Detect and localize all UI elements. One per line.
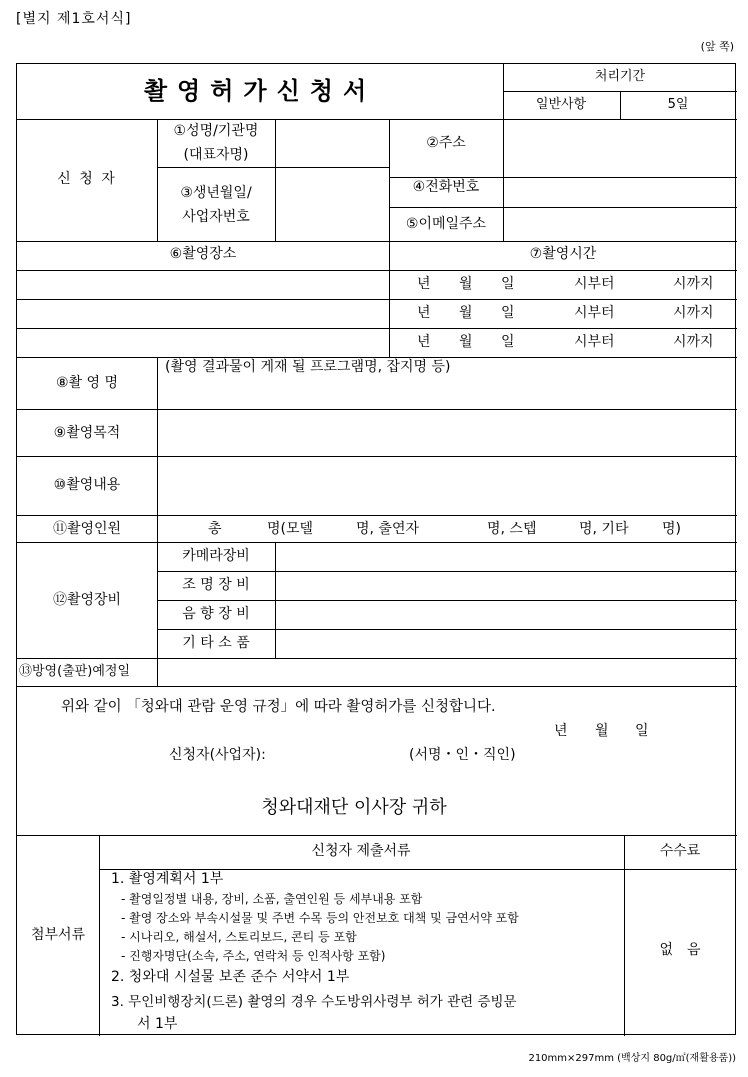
time-to: 시까지	[673, 334, 714, 350]
signature-label: (서명・인・직인)	[409, 747, 516, 763]
equipment-lighting: 조 명 장 비	[182, 577, 250, 593]
equipment-sound: 음 향 장 비	[182, 606, 250, 622]
broadcast-date-field[interactable]	[158, 659, 736, 686]
personnel-end: 명)	[662, 521, 681, 537]
phone-field[interactable]	[504, 178, 736, 206]
equipment-sound-field[interactable]	[276, 601, 736, 629]
fee-header: 수수료	[659, 843, 701, 859]
purpose-label: ⑨촬영목적	[53, 425, 121, 441]
purpose-field[interactable]	[158, 410, 736, 456]
location-label: ⑥촬영장소	[169, 246, 237, 262]
attachment-subitem: - 촬영일정별 내용, 장비, 소품, 출연인원 등 세부내용 포함	[121, 892, 423, 906]
phone-label: ④전화번호	[412, 179, 480, 195]
time-to: 시까지	[673, 305, 714, 321]
form-number-label: [별지 제1호서식]	[16, 11, 132, 27]
time-month: 월	[459, 305, 473, 321]
personnel-other: 명, 기타	[579, 521, 629, 537]
submitted-docs-header: 신청자 제출서류	[311, 843, 411, 859]
address-field[interactable]	[504, 120, 736, 176]
time-month: 월	[459, 334, 473, 350]
content-label: ⑩촬영내용	[53, 477, 121, 493]
attachment-item-1: 1. 촬영계획서 1부	[111, 871, 224, 887]
time-from: 시부터	[574, 334, 615, 350]
personnel-model: 명(모델	[267, 521, 314, 537]
time-from: 시부터	[574, 305, 615, 321]
time-day: 일	[501, 334, 515, 350]
fee-value: 없 음	[659, 942, 701, 958]
page-side-label: (앞 쪽)	[700, 40, 734, 53]
processing-period-header: 처리기간	[594, 69, 646, 84]
location-field-2[interactable]	[18, 300, 388, 328]
name-label: ①성명/기관명	[173, 123, 259, 139]
attachments-label: 첨부서류	[30, 927, 86, 943]
equipment-camera: 카메라장비	[182, 548, 250, 564]
personnel-total: 총	[208, 521, 222, 537]
broadcast-date-label: ⑬방영(출판)예정일	[19, 664, 131, 679]
location-field-3[interactable]	[18, 329, 388, 357]
address-label: ②주소	[426, 135, 466, 151]
name-field[interactable]	[276, 120, 388, 166]
time-year: 년	[417, 334, 431, 350]
equipment-label: ⑫촬영장비	[52, 592, 122, 608]
declaration-year: 년	[554, 723, 568, 739]
addressee: 청와대재단 이사장 귀하	[261, 797, 447, 818]
applicant-section-label: 신 청 자	[57, 171, 117, 187]
attachment-subitem: - 진행자명단(소속, 주소, 연락처 등 인적사항 포함)	[121, 949, 386, 963]
equipment-lighting-field[interactable]	[276, 572, 736, 600]
equipment-props: 기 타 소 품	[182, 635, 250, 651]
attachment-item-3: 3. 무인비행장치(드론) 촬영의 경우 수도방위사령부 허가 관련 증빙문	[111, 994, 517, 1010]
personnel-performer: 명, 출연자	[356, 521, 419, 537]
time-year: 년	[417, 276, 431, 292]
attachment-item-3-cont: 서 1부	[137, 1016, 178, 1032]
time-day: 일	[501, 305, 515, 321]
declaration-month: 월	[595, 723, 609, 739]
processing-days: 5일	[667, 97, 689, 112]
email-label: ⑤이메일주소	[405, 216, 487, 232]
personnel-label: ⑪촬영인원	[52, 521, 122, 537]
paper-spec: 210mm×297mm (백상지 80g/㎡(재활용품))	[528, 1053, 736, 1064]
shoot-name-hint: (촬영 결과물이 게재 될 프로그램명, 잡지명 등)	[165, 359, 451, 375]
declaration-day: 일	[635, 723, 649, 739]
birth-label: ③생년월일/	[180, 185, 252, 201]
personnel-staff: 명, 스텝	[487, 521, 537, 537]
declaration-applicant: 신청자(사업자):	[169, 747, 266, 763]
attachment-item-2: 2. 청와대 시설물 보존 준수 서약서 1부	[111, 969, 350, 985]
time-label: ⑦촬영시간	[529, 246, 597, 262]
form-title: 촬영허가신청서	[143, 77, 377, 105]
time-to: 시까지	[673, 276, 714, 292]
time-from: 시부터	[574, 276, 615, 292]
attachment-subitem: - 촬영 장소와 부속시설물 및 주변 수목 등의 안전보호 대책 및 금연서약 포함	[121, 911, 519, 925]
attachment-subitem: - 시나리오, 해설서, 스토리보드, 콘티 등 포함	[121, 930, 357, 944]
birth-field[interactable]	[276, 168, 388, 240]
time-year: 년	[417, 305, 431, 321]
equipment-camera-field[interactable]	[276, 543, 736, 571]
shoot-name-label: ⑧촬 영 명	[55, 375, 119, 391]
equipment-props-field[interactable]	[276, 630, 736, 658]
application-form	[16, 63, 736, 1035]
content-field[interactable]	[158, 457, 736, 515]
processing-type: 일반사항	[535, 97, 587, 112]
declaration-text: 위와 같이 「청와대 관람 운영 규정」에 따라 촬영허가를 신청합니다.	[61, 699, 496, 715]
name-label-sub: (대표자명)	[183, 147, 249, 163]
location-field-1[interactable]	[18, 271, 388, 299]
time-day: 일	[501, 276, 515, 292]
email-field[interactable]	[504, 208, 736, 240]
time-month: 월	[459, 276, 473, 292]
business-number-label: 사업자번호	[182, 209, 250, 225]
shoot-name-field[interactable]	[158, 376, 736, 408]
